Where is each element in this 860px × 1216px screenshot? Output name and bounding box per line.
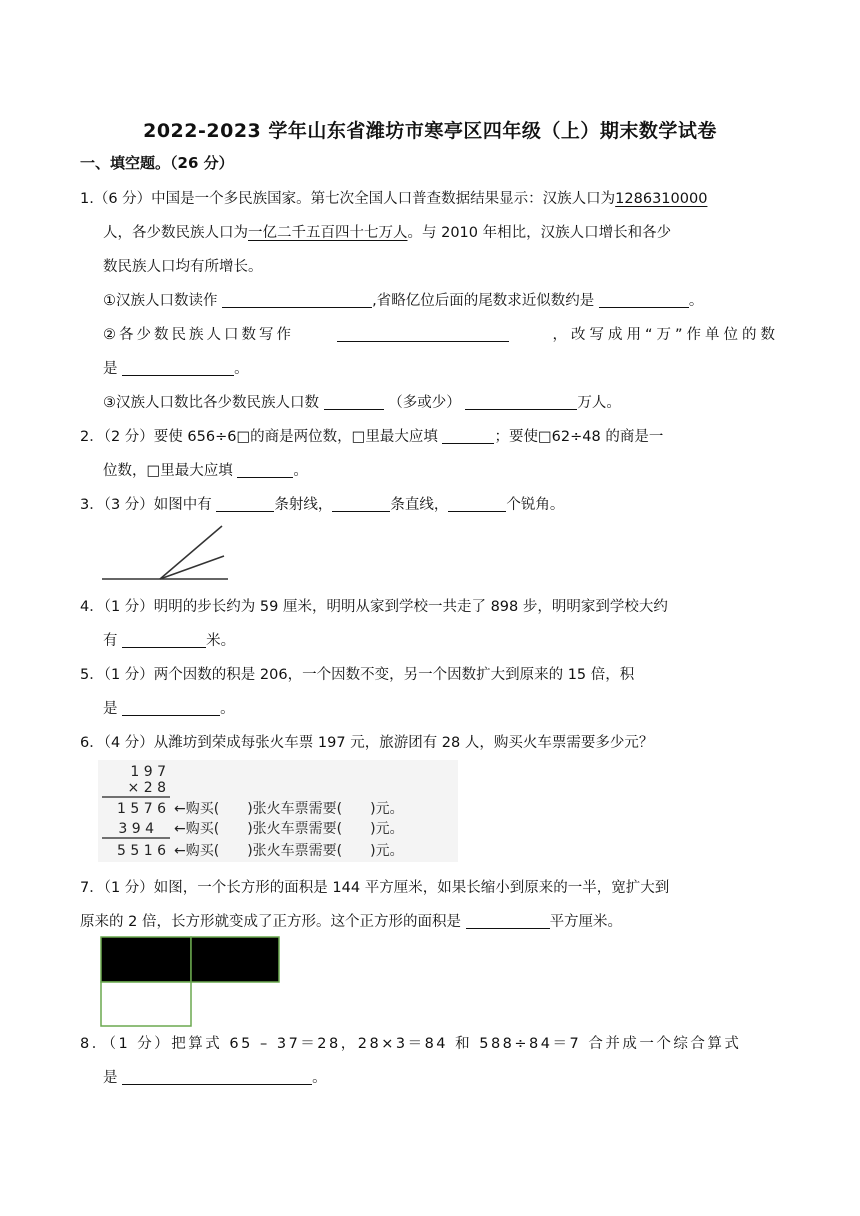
- q2-line1: 2．（2 分）要使 656÷6□的商是两位数，□里最大应填 ；要使□62÷48 的商是一: [80, 429, 664, 445]
- square-extension: [101, 982, 191, 1026]
- ray-upper: [160, 526, 222, 579]
- answer-blank[interactable]: [324, 393, 384, 410]
- q1-sub2-cont: 是 。: [103, 361, 249, 377]
- calc-multiplier: × 2 8: [127, 780, 166, 796]
- answer-blank[interactable]: [122, 359, 234, 376]
- rect-right-half: [191, 937, 279, 982]
- q7-line1: 7．（1 分）如图，一个长方形的面积是 144 平方厘米，如果长缩小到原来的一半，宽扩大到: [80, 880, 670, 896]
- answer-blank[interactable]: [442, 427, 494, 444]
- calc-partial-1: 1 5 7 6: [117, 801, 166, 817]
- q4-line2: 有 米。: [103, 633, 236, 649]
- ray-middle: [160, 556, 224, 579]
- answer-blank[interactable]: [222, 291, 372, 308]
- q6-line: 6．（4 分）从潍坊到荣成每张火车票 197 元，旅游团有 28 人，购买火车票需要多少元？: [80, 735, 654, 751]
- answer-blank[interactable]: [122, 631, 206, 648]
- answer-blank[interactable]: [216, 495, 274, 512]
- multiplication-figure: [98, 760, 458, 862]
- answer-blank[interactable]: [122, 1068, 312, 1085]
- calc-arrow-label: ←购买( )张火车票需要( )元。: [174, 801, 404, 817]
- q1-sub1: ①汉族人口数读作 ,省略亿位后面的尾数求近似数约是 。: [103, 293, 704, 309]
- q2-line2: 位数，□里最大应填 。: [103, 463, 308, 479]
- q7-line2: 原来的 2 倍，长方形就变成了正方形。这个正方形的面积是 平方厘米。: [80, 914, 623, 930]
- answer-blank[interactable]: [465, 393, 577, 410]
- q5-line1: 5．（1 分）两个因数的积是 206，一个因数不变，另一个因数扩大到原来的 15 倍，积: [80, 667, 635, 683]
- minority-population: 一亿二千五百四十七万人: [248, 225, 408, 241]
- q1-sub3: ③汉族人口数比各少数民族人口数 （多或少） 万人。: [103, 395, 621, 411]
- han-population: 1286310000: [615, 191, 708, 207]
- answer-blank[interactable]: [337, 325, 509, 342]
- answer-blank[interactable]: [237, 461, 293, 478]
- calc-multiplicand: 1 9 7: [130, 764, 166, 780]
- q1-line2: 人，各少数民族人口为一亿二千五百四十七万人。与 2010 年相比，汉族人口增长和各少: [103, 225, 672, 241]
- q5-line2: 是 。: [103, 701, 235, 717]
- answer-blank[interactable]: [122, 699, 220, 716]
- section-heading: 一、填空题。（26 分）: [80, 154, 234, 172]
- q8-line1: 8．（1 分）把算式 65 – 37＝28，28×3＝84 和 588÷84＝7 合并成一个综合算式: [80, 1036, 742, 1052]
- rect-left-half: [101, 937, 191, 982]
- q1-line1: 1.（6 分）中国是一个多民族国家。第七次全国人口普查数据结果显示：汉族人口为1286310000: [80, 191, 708, 207]
- q1-sub2: ②各少数民族人口数写作 ，改写成用“万”作单位的数: [103, 327, 779, 343]
- q1-line3: 数民族人口均有所增长。: [103, 259, 263, 275]
- calc-partial-2: 3 9 4: [118, 821, 154, 837]
- page-title: 2022-2023 学年山东省潍坊市寒亭区四年级（上）期末数学试卷: [143, 120, 717, 142]
- answer-blank[interactable]: [448, 495, 506, 512]
- rectangle-figure: [100, 936, 282, 1028]
- calc-arrow-label: ←购买( )张火车票需要( )元。: [174, 843, 404, 859]
- answer-blank[interactable]: [466, 912, 550, 929]
- answer-blank[interactable]: [599, 291, 689, 308]
- answer-blank[interactable]: [332, 495, 390, 512]
- calc-product: 5 5 1 6: [117, 843, 166, 859]
- q4-line1: 4．（1 分）明明的步长约为 59 厘米，明明从家到学校一共走了 898 步，明明家到学校大约: [80, 599, 668, 615]
- rays-figure: [100, 522, 230, 584]
- q8-line2: 是 。: [103, 1070, 327, 1086]
- calc-arrow-label: ←购买( )张火车票需要( )元。: [174, 821, 404, 837]
- q3-line: 3．（3 分）如图中有 条射线， 条直线， 个锐角。: [80, 497, 565, 513]
